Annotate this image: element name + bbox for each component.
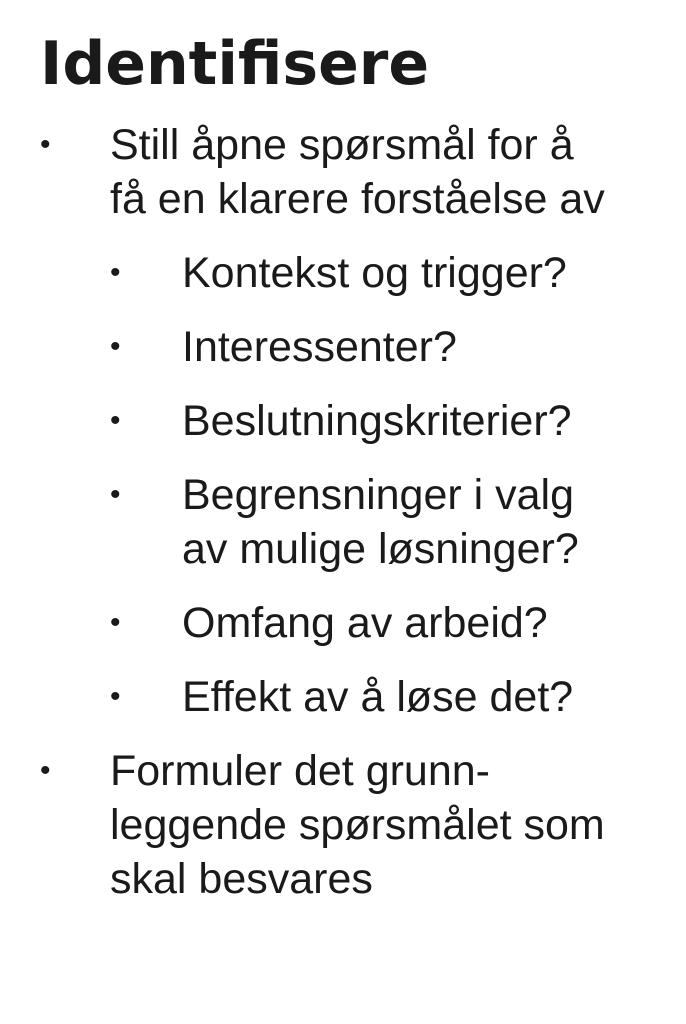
bullet-dot-icon: • xyxy=(40,128,51,161)
bullet-text-line: Formuler det grunn- xyxy=(110,747,490,795)
bullet-text-line: av mulige løsninger? xyxy=(182,525,579,573)
bullet-text-line: skal besvares xyxy=(110,855,373,903)
bullet-dot-icon: • xyxy=(110,606,121,639)
bullet-text-line: Interessenter? xyxy=(182,323,457,371)
bullet-text-line: Omfang av arbeid? xyxy=(182,599,548,647)
sub-bullet-item xyxy=(0,468,686,576)
bullet-text-line: Effekt av å løse det? xyxy=(182,673,574,721)
bullet-dot-icon: • xyxy=(40,754,51,787)
bullet-item xyxy=(0,744,686,906)
bullet-dot-icon: • xyxy=(110,256,121,289)
bullet-item xyxy=(0,118,686,226)
bullet-text-line: leggende spørsmålet som xyxy=(110,801,605,849)
bullet-text-line: Kontekst og trigger? xyxy=(182,249,567,297)
sub-bullet-item xyxy=(0,394,686,448)
bullet-text-line: få en klarere forståelse av xyxy=(110,175,605,223)
bullet-dot-icon: • xyxy=(110,404,121,437)
sub-bullet-item xyxy=(0,246,686,300)
bullet-dot-icon: • xyxy=(110,478,121,511)
sub-bullet-item xyxy=(0,596,686,650)
bullet-dot-icon: • xyxy=(110,680,121,713)
bullet-text-line: Begrensninger i valg xyxy=(182,471,575,519)
sub-bullet-item xyxy=(0,320,686,374)
slide-title: Identifisere xyxy=(40,29,430,99)
bullet-dot-icon: • xyxy=(110,330,121,363)
bullet-text-line: Beslutningskriterier? xyxy=(182,397,572,445)
bullet-text-line: Still åpne spørsmål for å xyxy=(110,121,574,169)
sub-bullet-item xyxy=(0,670,686,724)
bullet-list xyxy=(0,118,686,906)
